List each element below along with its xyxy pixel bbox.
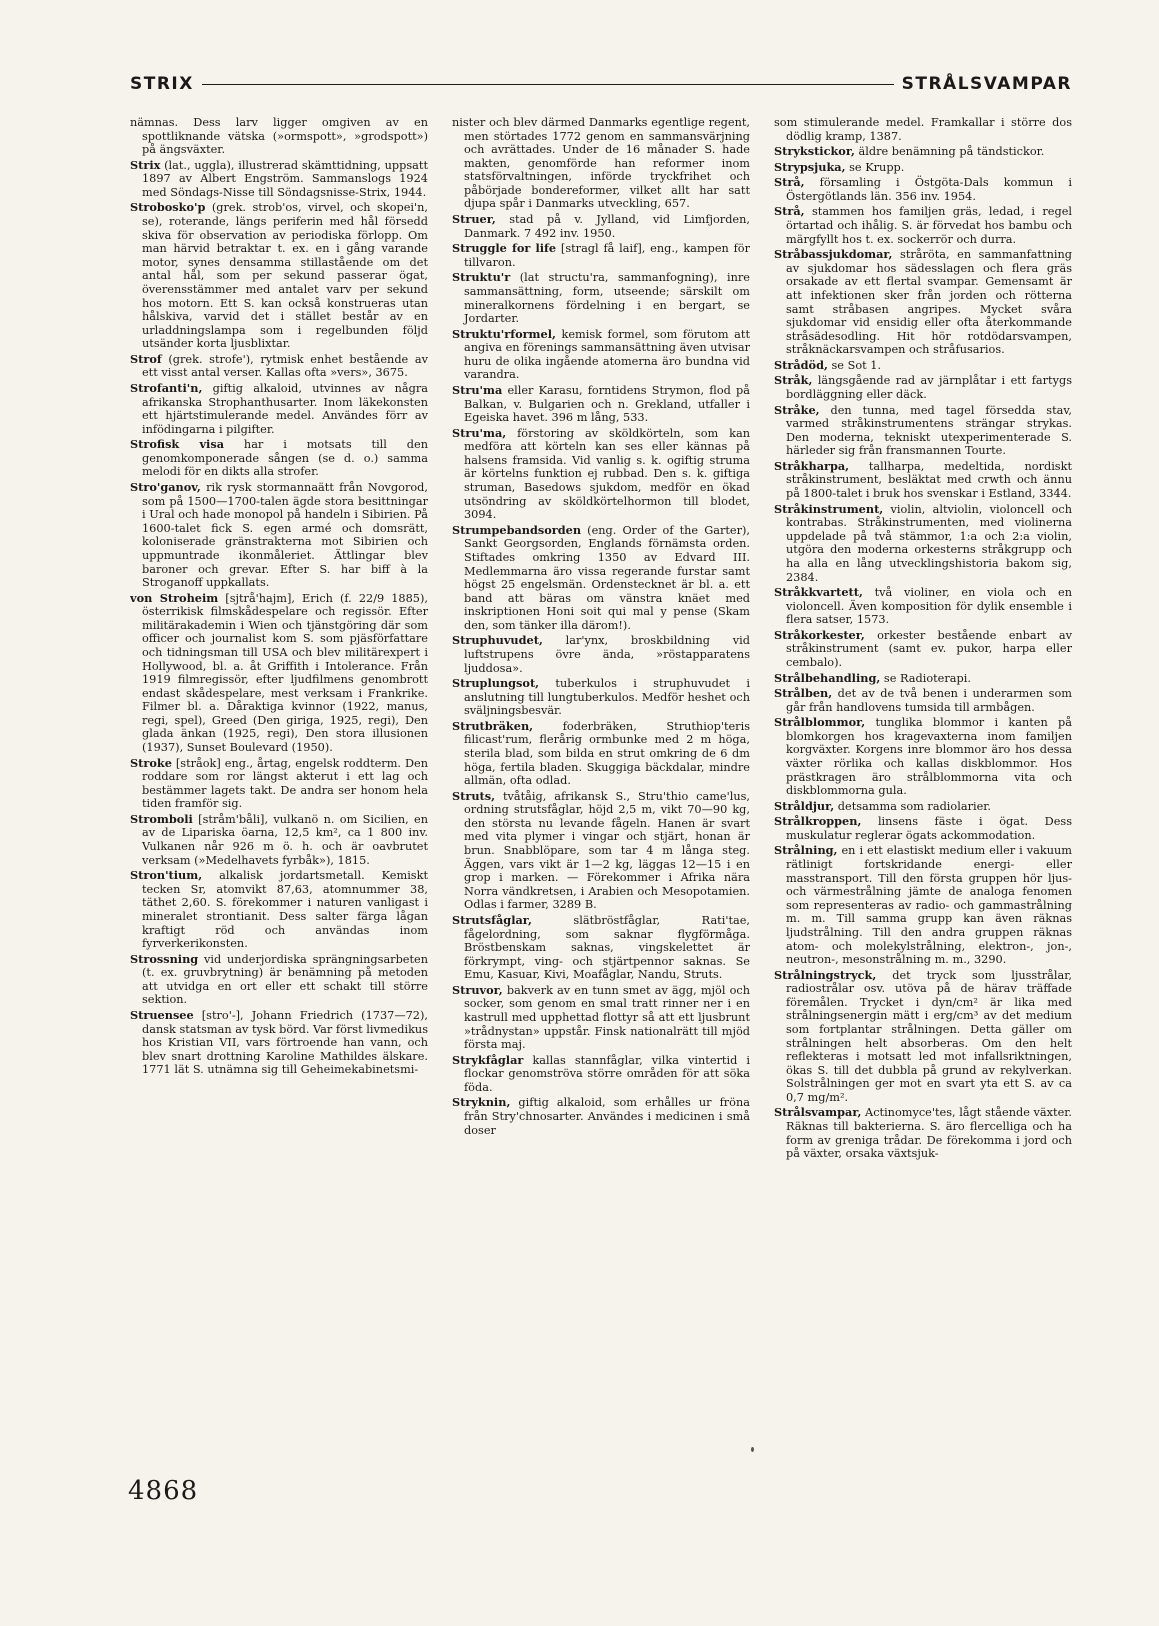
entry-text: [stråm'båli], vulkanö n. om Sicilien, en av de Lipariska öarna, 12,5 km², ca 1 800 inv. Vulkanen når 926 m ö. h. och är oavbrutet verksam (»Medelhavets fyrbåk»), 1815. — [142, 812, 428, 867]
entry-text: linsens fäste i ögat. Dess muskulatur reglerar ögats ackommodation. — [786, 815, 1072, 842]
entry-headword: Strutbräken, — [452, 718, 534, 733]
entry-headword: Stråkharpa, — [774, 458, 850, 473]
entry-headword: Struer, — [452, 212, 496, 227]
dictionary-entry — [774, 687, 1072, 714]
entry-text: Actinomyce'tes, lågt stående växter. Räknas till bakterierna. S. äro flercelliga och ha form av greniga trådar. De förekomma i jord och på växter, orsaka växtsjuk- — [786, 1106, 1072, 1161]
entry-text: stammen hos familjen gräs, ledad, i regel örtartad och ihålig. S. är förvedat hos bambu och märgfyllt hos t. ex. sockerrör och durra. — [786, 205, 1072, 246]
dictionary-entry — [130, 1009, 428, 1077]
entry-headword: Stråbassjukdomar, — [774, 247, 893, 262]
entry-headword: Strofisk visa — [130, 437, 225, 452]
entry-text: [stro'-], Johann Friedrich (1737—72), dansk statsman av tysk börd. Var först livmedikus hos Kristian VII, vars förtroende han vann, och blev snart drottning Karoline Mathildes älskare. 1771 lät S. utnämna sig till Geheimekabinetsmi- — [142, 1009, 428, 1077]
entry-headword: von Stroheim — [130, 590, 219, 605]
entry-headword: Stru'ma, — [452, 425, 507, 440]
entry-headword: Strålbehandling, — [774, 670, 881, 685]
entry-text: kemisk formel, som förutom att angiva en förenings sammansättning även utvisar huru de olika ingående atomerna äro bundna vid varandra. — [464, 327, 750, 382]
dictionary-entry — [774, 815, 1072, 842]
entry-text: foderbräken, Struthiop'teris filicast'rum, flerårig ormbunke med 2 m höga, sterila blad, som bilda en strut omkring de 6 dm höga, fertila bladen. Skuggiga bäckdalar, mindre allmän, ofta odlad. — [464, 719, 750, 788]
entry-headword: Strykfåglar — [452, 1052, 524, 1067]
entry-headword: Stråkkvartett, — [774, 585, 863, 600]
entry-text: [stragl få laif], eng., kampen för tillvaron. — [464, 242, 750, 269]
entry-text: se Radioterapi. — [880, 671, 971, 685]
dictionary-entry — [130, 481, 428, 590]
entry-text: församling i Östgöta-Dals kommun i Östergötlands län. 356 inv. 1954. — [786, 176, 1072, 203]
entry-text: (lat., uggla), illustrerad skämttidning, uppsatt 1897 av Albert Engström. Sammanslogs 1924 med Söndags-Nisse till Söndagsnisse-Strix, 1944. — [142, 158, 428, 199]
entry-headword: Strykstickor, — [774, 144, 855, 159]
dictionary-entry — [452, 677, 750, 718]
entry-headword: Strossning — [130, 951, 199, 966]
dictionary-entry — [452, 427, 750, 522]
dictionary-entry — [774, 672, 1072, 686]
entry-text: stråröta, en sammanfattning av sjukdomar hos sädesslagen och flera gräs orsakade av ett flertal svampar. Gemensamt är att infektionen sker från jorden och rötterna samt stråbasen angripes. Mycket svåra sjukdomar vid ensidig eller ofta återkommande stråsädesodling. Hit hör rotdödarsvampen, stråknäckarsvampen och stråfusarios. — [786, 248, 1072, 357]
entry-text: bakverk av en tunn smet av ägg, mjöl och socker, som genom en smal tratt rinner ner i en kastrull med upphettad flottyr så att ett ljusbrunt »trådnystan» uppstår. Finsk nationalrätt till mjöd första maj. — [464, 983, 750, 1052]
entry-text: slätbröstfåglar, Rati'tae, fågelordning, som saknar flygförmåga. Bröstbenskam saknas, vingskelettet är förkrympt, ving- och stjärtpennor saknas. Se Emu, Kasuar, Kivi, Moafåglar, Nandu, Struts. — [464, 913, 750, 982]
dictionary-entry — [130, 438, 428, 479]
entry-headword: Struensee — [130, 1008, 194, 1022]
entry-headword: Struplungsot, — [452, 676, 540, 691]
dictionary-entry — [774, 503, 1072, 584]
dictionary-entry — [452, 271, 750, 325]
entry-text: vid underjordiska sprängningsarbeten (t. ex. gruvbrytning) är benämning på metoden att utvidga en ort eller ett schakt till större sektion. — [142, 952, 428, 1007]
entry-text: (eng. Order of the Garter), Sankt Georgsorden, Englands förnämsta orden. Stiftades omkring 1350 av Edvard III. Medlemmarna äro vissa regerande furstar samt högst 25 engelsmän. Ordenstecknet är bl. a. ett band att bäras om vänstra knäet med inskriptionen Honi soit qui mal y pense (Skam den, som tänker illa därom!). — [464, 523, 750, 632]
dictionary-entry — [130, 757, 428, 811]
entry-text: längsgående rad av järnplåtar i ett fartygs bordläggning eller däck. — [786, 374, 1072, 401]
entry-text: nämnas. Dess larv ligger omgiven av en spottliknande vätska (»ormspott», »grodspott») på ängsväxter. — [130, 116, 428, 157]
header-rule — [202, 84, 894, 85]
entry-headword: Strypsjuka, — [774, 159, 846, 174]
entry-headword: Strålsvampar, — [774, 1105, 862, 1120]
entry-text: det tryck som ljusstrålar, radiostrålar osv. utöva på de härav träffade föremålen. Trycket i dyn/cm² är lika med strålningsenergin mätt i erg/cm³ av det medium som fortplantar strålningen. Detta gäller om strålningen helt absorberas. Om den helt reflekteras i motsatt led mot infallsriktningen, ökas S. till det dubbla på grund av rekylverkan. Solstrålningen ger mot en svart yta ett S. av ca 0,7 mg/m². — [786, 968, 1072, 1104]
column-2 — [452, 116, 750, 1476]
entry-headword: Struvor, — [452, 982, 503, 997]
entry-headword: Stråldjur, — [774, 798, 835, 813]
dictionary-entry — [774, 1106, 1072, 1160]
entry-headword: Struktu'rformel, — [452, 326, 556, 341]
dictionary-entry — [452, 914, 750, 982]
dictionary-entry — [774, 374, 1072, 401]
entry-text: den tunna, med tagel försedda stav, varmed stråkinstrumentens strängar strykas. Den moderna, tekniskt utexperimenterade S. härleder sig från fransmannen Tourte. — [786, 403, 1072, 458]
entry-text: det av de två benen i underarmen som går från handlovens tumsida till armbågen. — [786, 687, 1072, 714]
dictionary-entry — [452, 1054, 750, 1095]
entry-headword: Strålningstryck, — [774, 967, 877, 982]
entry-headword: Stromboli — [130, 811, 193, 826]
entry-text: stad på v. Jylland, vid Limfjorden, Danmark. 7 492 inv. 1950. — [464, 213, 750, 240]
entry-text: lar'ynx, broskbildning vid luftstrupens övre ända, »röstapparatens ljuddosa». — [464, 634, 750, 675]
dictionary-entry — [452, 1096, 750, 1137]
dictionary-entry — [774, 800, 1072, 814]
entry-headword: Stron'tium, — [130, 868, 203, 883]
dictionary-entry — [130, 353, 428, 380]
entry-headword: Strobosko'p — [130, 200, 206, 215]
entry-text: se Krupp. — [845, 160, 905, 174]
dictionary-entry — [452, 384, 750, 425]
entry-text: [stråok] eng., årtag, engelsk roddterm. Den roddare som ror längst akterut i ett lag och bestämmer lagets takt. De andra ser honom hela tiden framför sig. — [142, 756, 428, 811]
dictionary-entry — [452, 634, 750, 675]
entry-headword: Struggle for life — [452, 241, 557, 256]
entry-headword: Strålben, — [774, 686, 833, 701]
entry-text: tallharpa, medeltida, nordiskt stråkinstrument, besläktat med crwth och ännu på 1800-talet i bruk hos svenskar i Estland, 3344. — [786, 459, 1072, 501]
dictionary-entry — [130, 813, 428, 867]
entry-headword: Strålning, — [774, 843, 838, 858]
header-first-word: STRIX — [130, 74, 194, 94]
dictionary-entry — [130, 592, 428, 755]
entry-text: äldre benämning på tändstickor. — [854, 145, 1045, 159]
entry-text: (grek. strob'os, virvel, och skopei'n, se), roterande, längs periferin med hål försedd skiva för observation av periodiska förlopp. Om man härvid betraktar t. ex. en i gång varande motor, synes densamma stillastående om det antal hål, som per sekund passerar ögat, överensstämmer med antalet varv per sekund hos motorn. Ett S. kan också konstrueras utan hålskiva, varvid det i stället består av en urladdningslampa som i regelbunden följd utsänder korta ljusblixtar. — [142, 201, 428, 351]
column-1 — [130, 116, 428, 1476]
page-number: 4868 — [128, 1476, 199, 1506]
dictionary-entry — [452, 213, 750, 240]
dictionary-entry — [452, 984, 750, 1052]
entry-text: alkalisk jordartsmetall. Kemiskt tecken Sr, atomvikt 87,63, atomnummer 38, täthet 2,60. S. förekommer i naturen vanligast i mineralet strontianit. Dess salter färga lågan kraftigt röd och användas inom fyrverkerikonsten. — [142, 869, 428, 951]
entry-text: som stimulerande medel. Framkallar i större dos dödlig kramp, 1387. — [774, 116, 1072, 143]
dictionary-entry — [774, 176, 1072, 203]
dictionary-entry — [774, 460, 1072, 501]
entry-headword: Stråke, — [774, 402, 820, 417]
dictionary-entry — [452, 328, 750, 382]
entry-headword: Strålkroppen, — [774, 814, 862, 829]
entry-text: (lat structu'ra, sammanfogning), inre sammansättning, form, utseende; särskilt om mineralkornens fördelning i en bergart, se Jordarter. — [464, 271, 750, 326]
entry-headword: Strofanti'n, — [130, 380, 203, 395]
dictionary-entry — [774, 629, 1072, 670]
dictionary-entry — [452, 524, 750, 633]
dictionary-entry — [774, 116, 1072, 143]
entry-headword: Strutsfåglar, — [452, 912, 532, 927]
ink-speck — [751, 1447, 754, 1452]
dictionary-entry — [774, 716, 1072, 797]
dictionary-entry — [774, 969, 1072, 1105]
entry-headword: Stråk, — [774, 373, 813, 388]
dictionary-entry — [774, 145, 1072, 159]
entry-text: tvåtåig, afrikansk S., Stru'thio came'lus, ordning strutsfåglar, höjd 2,5 m, vikt 70—90 kg, den största nu levande fågeln. Hanen är svart med vita plymer i vingar och stjärt, honan är brun. Snabblöpare, som tar 4 m långa steg. Äggen, vars vikt är 1—2 kg, läggas 12—15 i en grop i marken. — Förekommer i Afrika nära Norra vändkretsen, i Arabien och Mesopotamien. Odlas i farmer, 3289 B. — [464, 789, 750, 912]
entry-headword: Stroke — [130, 755, 172, 770]
dictionary-entry — [774, 844, 1072, 966]
entry-headword: Struts, — [452, 788, 496, 803]
entry-text: se Sot 1. — [827, 358, 882, 372]
entry-text: tuberkulos i struphuvudet i anslutning till lungtuberkulos. Medför heshet och sväljningsbesvär. — [464, 677, 750, 718]
entry-headword: Struktu'r — [452, 270, 511, 285]
dictionary-entry — [452, 790, 750, 912]
dictionary-entry — [130, 159, 428, 200]
entry-text: giftig alkaloid, som erhålles ur fröna från Stry'chnosarter. Användes i medicinen i små doser — [464, 1096, 750, 1137]
dictionary-entry — [130, 382, 428, 436]
dictionary-entry — [774, 205, 1072, 246]
entry-text: rik rysk stormannaätt från Novgorod, som på 1500—1700-talen ägde stora besittningar i Ural och hade monopol på handeln i Sibirien. På 1600-talet fick S. egen armé och domsrätt, koloniserade gränstrakterna mot Sibirien och uppmuntrade ikonmåleriet. Ättlingar blev baroner och grevar. Efter S. har biff à la Stroganoff uppkallats. — [142, 481, 428, 590]
entry-headword: Strålblommor, — [774, 715, 866, 730]
entry-headword: Strådöd, — [774, 357, 828, 372]
running-header — [130, 71, 1072, 97]
dictionary-entry — [774, 161, 1072, 175]
entry-text: två violiner, en viola och en violoncell. Även komposition för dylik ensemble i flera satser, 1573. — [786, 586, 1072, 627]
text-columns — [130, 116, 1072, 1476]
dictionary-entry — [452, 242, 750, 269]
entry-text: giftig alkaloid, utvinnes av några afrikanska Strophanthusarter. Inom läkekonsten ett hjärtstimulerande medel. Användes förr av infödingarna i pilgifter. — [142, 381, 428, 436]
dictionary-entry — [774, 359, 1072, 373]
dictionary-entry — [130, 953, 428, 1007]
dictionary-entry — [130, 201, 428, 350]
dictionary-entry — [774, 404, 1072, 458]
entry-headword: Stråkorkester, — [774, 627, 865, 642]
entry-headword: Strof — [130, 351, 162, 366]
entry-text: nister och blev därmed Danmarks egentlige regent, men störtades 1772 genom en sammansvärjning och avrättades. Under de 16 månader S. hade makten, genomförde han reformer inom statsförvaltningen, införde tryckfrihet och påbörjade bondereformer, vilket allt har satt djupa spår i Danmarks utveckling, 657. — [452, 116, 750, 211]
entry-text: kallas stannfåglar, vilka vintertid i flockar genomströva större områden för att söka föda. — [464, 1053, 750, 1094]
entry-headword: Stryknin, — [452, 1095, 511, 1110]
entry-text: orkester bestående enbart av stråkinstrument (samt ev. pukor, harpa eller cembalo). — [786, 628, 1072, 669]
dictionary-entry — [130, 869, 428, 950]
entry-text: [sjtrå'hajm], Erich (f. 22/9 1885), österrikisk filmskådespelare och regissör. Efter militärakademin i Wien och tjänstgöring där som officer och journalist kom S. som pjäsförfattare och tidningsman till USA och blev militärexpert i Hollywood, bl. a. åt Griffith i Intolerance. Från 1919 filmregissör, efter ljudfilmens genombrott endast skådespelare, mest verksam i Frankrike. Filmer bl. a. Dåraktiga kvinnor (1922, manus, regi, spel), Greed (Den giriga, 1925, regi), Den glada änkan (1925, regi), Den stora illusionen (1937), Sunset Boulevard (1950). — [142, 591, 428, 755]
entry-headword: Struphuvudet, — [452, 633, 543, 648]
entry-headword: Stråkinstrument, — [774, 501, 884, 516]
dictionary-entry — [130, 116, 428, 157]
entry-text: eller Karasu, forntidens Strymon, flod på Balkan, v. Bulgarien och n. Grekland, utfaller i Egeiska havet. 396 m lång, 533. — [464, 383, 750, 425]
dictionary-entry — [452, 116, 750, 211]
header-last-word: STRÅLSVAMPAR — [901, 74, 1072, 94]
entry-text: (grek. strofe'), rytmisk enhet bestående av ett visst antal verser. Kallas ofta »vers», 3675. — [142, 352, 428, 380]
entry-text: en i ett elastiskt medium eller i vakuum rätlinigt fortskridande energi- eller masstransport. Till den första gruppen hör ljus- och värmestrålning jämte de analoga fenomen som representeras av radio- och gammastrålning m. m. Till samma grupp kan även räknas ljudstrålning. Till den andra gruppen räknas atom- och molekylstrålning, elektron-, jon-, neutron-, mesonstrålning m. m., 3290. — [786, 844, 1072, 967]
column-3 — [774, 116, 1072, 1476]
entry-text: detsamma som radiolarier. — [834, 799, 992, 813]
dictionary-entry — [774, 586, 1072, 627]
entry-headword: Strå, — [774, 175, 805, 190]
entry-headword: Strix — [130, 157, 161, 172]
entry-text: har i motsats till den genomkomponerade sången (se d. o.) samma melodi för en dikts alla strofer. — [142, 438, 428, 479]
entry-text: tunglika blommor i kanten på blomkorgen hos kragevaxterna inom familjen korgväxter. Korgens inre blommor äro hos dessa växter rörlika och kallas diskblommor. Hos prästkragen äro strålblommorna vita och diskblommorna gula. — [786, 716, 1072, 798]
entry-headword: Strå, — [774, 204, 805, 219]
entry-headword: Stru'ma — [452, 382, 503, 397]
entry-text: violin, altviolin, violoncell och kontrabas. Stråkinstrumenten, med violinerna uppdelade på två stämmor, 1:a och 2:a violin, utgöra den moderna orkesterns stråkgrupp och ha alla en lång utvecklingshistoria bakom sig, 2384. — [786, 502, 1072, 584]
dictionary-entry — [774, 248, 1072, 357]
entry-headword: Strumpebandsorden — [452, 522, 582, 537]
entry-text: förstoring av sköldkörteln, som kan medföra att körteln kan ses eller kännas på halsens framsida. Vid vanlig s. k. ogiftig struma är körtelns funktion ej rubbad. Den s. k. giftiga struman, Basedows sjukdom, medför en ökad utsöndring av sköldkörtelhormon till blodet, 3094. — [464, 426, 750, 522]
dictionary-entry — [452, 720, 750, 788]
entry-headword: Stro'ganov, — [130, 480, 201, 495]
